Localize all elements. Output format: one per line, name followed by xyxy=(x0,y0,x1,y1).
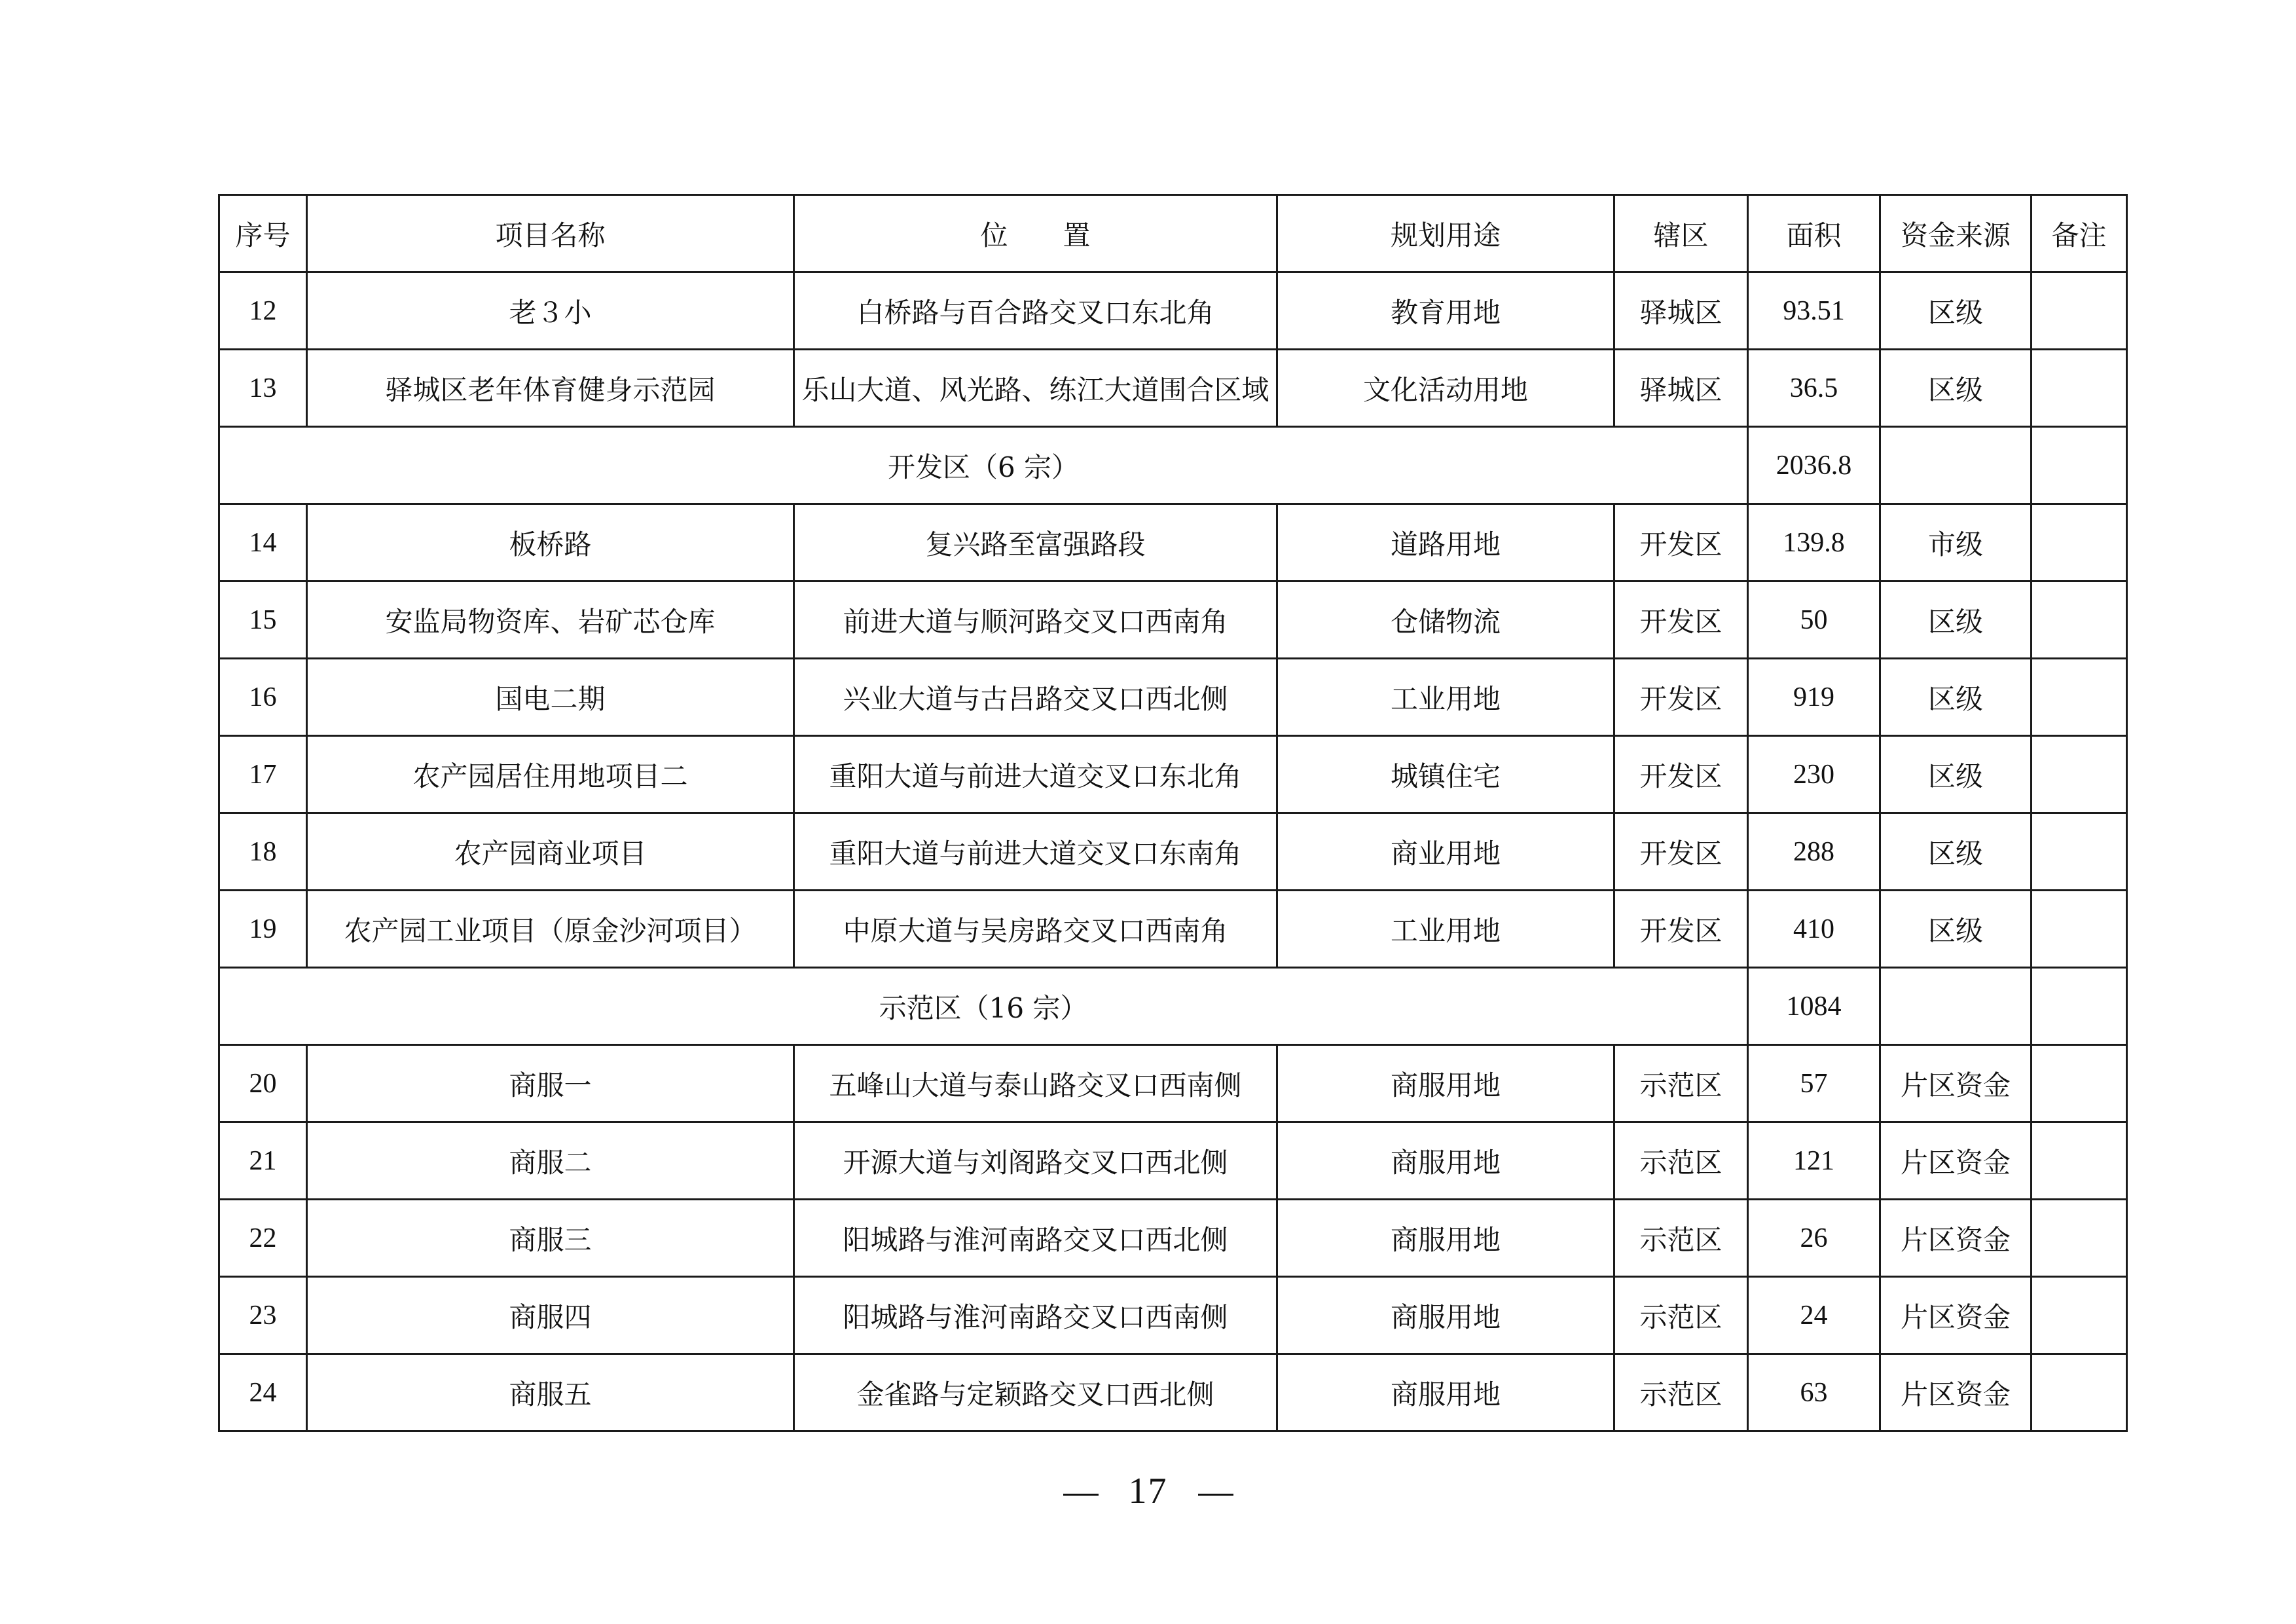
cell-location: 金雀路与定颖路交叉口西北侧 xyxy=(794,1354,1277,1431)
cell-planned-use: 商服用地 xyxy=(1277,1045,1614,1122)
cell-project-name: 国电二期 xyxy=(307,659,794,736)
table-body xyxy=(219,272,2127,1431)
table-row xyxy=(219,1354,2127,1431)
cell-area: 63 xyxy=(1748,1354,1880,1431)
cell-remarks xyxy=(2032,1200,2127,1277)
table-row xyxy=(219,504,2127,581)
table-row xyxy=(219,1200,2127,1277)
cell-fund-source: 区级 xyxy=(1880,272,2032,350)
cell-district: 示范区 xyxy=(1614,1122,1748,1200)
cell-planned-use: 工业用地 xyxy=(1277,891,1614,968)
header-fund-source: 资金来源 xyxy=(1880,195,2032,272)
cell-serial-number: 21 xyxy=(219,1122,307,1200)
cell-location: 重阳大道与前进大道交叉口东南角 xyxy=(794,813,1277,891)
cell-serial-number: 24 xyxy=(219,1354,307,1431)
cell-remarks xyxy=(2032,1122,2127,1200)
cell-district: 示范区 xyxy=(1614,1354,1748,1431)
header-district: 辖区 xyxy=(1614,195,1748,272)
cell-remarks xyxy=(2032,272,2127,350)
cell-serial-number: 17 xyxy=(219,736,307,813)
cell-district: 示范区 xyxy=(1614,1277,1748,1354)
cell-district: 开发区 xyxy=(1614,891,1748,968)
header-project-name: 项目名称 xyxy=(307,195,794,272)
table-row xyxy=(219,350,2127,427)
cell-serial-number: 12 xyxy=(219,272,307,350)
cell-serial-number: 14 xyxy=(219,504,307,581)
cell-remarks xyxy=(2032,581,2127,659)
table-row xyxy=(219,581,2127,659)
footer-left-dash xyxy=(1063,1494,1099,1496)
cell-serial-number: 16 xyxy=(219,659,307,736)
cell-location: 重阳大道与前进大道交叉口东北角 xyxy=(794,736,1277,813)
cell-area: 121 xyxy=(1748,1122,1880,1200)
land-project-table xyxy=(218,194,2128,1432)
header-location: 位 置 xyxy=(794,195,1277,272)
table-row xyxy=(219,813,2127,891)
cell-area: 410 xyxy=(1748,891,1880,968)
cell-fund-source xyxy=(1880,427,2032,504)
page-footer xyxy=(0,1470,2296,1512)
cell-fund-source: 区级 xyxy=(1880,581,2032,659)
cell-location: 阳城路与淮河南路交叉口西北侧 xyxy=(794,1200,1277,1277)
cell-area: 50 xyxy=(1748,581,1880,659)
cell-planned-use: 道路用地 xyxy=(1277,504,1614,581)
cell-fund-source: 区级 xyxy=(1880,350,2032,427)
cell-fund-source xyxy=(1880,968,2032,1045)
cell-district: 驿城区 xyxy=(1614,272,1748,350)
cell-district: 开发区 xyxy=(1614,581,1748,659)
header-serial-number: 序号 xyxy=(219,195,307,272)
cell-area: 139.8 xyxy=(1748,504,1880,581)
cell-district: 驿城区 xyxy=(1614,350,1748,427)
cell-location: 阳城路与淮河南路交叉口西南侧 xyxy=(794,1277,1277,1354)
cell-project-name: 商服二 xyxy=(307,1122,794,1200)
cell-project-name: 商服一 xyxy=(307,1045,794,1122)
cell-area: 24 xyxy=(1748,1277,1880,1354)
table-row xyxy=(219,1045,2127,1122)
header-remarks: 备注 xyxy=(2032,195,2127,272)
cell-area: 93.51 xyxy=(1748,272,1880,350)
cell-fund-source: 市级 xyxy=(1880,504,2032,581)
cell-location: 开源大道与刘阁路交叉口西北侧 xyxy=(794,1122,1277,1200)
cell-project-name: 商服三 xyxy=(307,1200,794,1277)
cell-location: 白桥路与百合路交叉口东北角 xyxy=(794,272,1277,350)
cell-fund-source: 片区资金 xyxy=(1880,1354,2032,1431)
cell-location: 前进大道与顺河路交叉口西南角 xyxy=(794,581,1277,659)
cell-project-name: 商服四 xyxy=(307,1277,794,1354)
cell-location: 乐山大道、风光路、练江大道围合区域 xyxy=(794,350,1277,427)
cell-district: 开发区 xyxy=(1614,736,1748,813)
page-number: 17 xyxy=(1128,1471,1168,1511)
cell-fund-source: 片区资金 xyxy=(1880,1122,2032,1200)
header-area: 面积 xyxy=(1748,195,1880,272)
group-area-total: 1084 xyxy=(1748,968,1880,1045)
cell-project-name: 老３小 xyxy=(307,272,794,350)
cell-fund-source: 片区资金 xyxy=(1880,1277,2032,1354)
group-label: 开发区（6 宗） xyxy=(219,427,1748,504)
cell-fund-source: 片区资金 xyxy=(1880,1045,2032,1122)
cell-fund-source: 区级 xyxy=(1880,813,2032,891)
cell-serial-number: 19 xyxy=(219,891,307,968)
cell-remarks xyxy=(2032,659,2127,736)
cell-fund-source: 区级 xyxy=(1880,891,2032,968)
cell-district: 开发区 xyxy=(1614,659,1748,736)
cell-area: 919 xyxy=(1748,659,1880,736)
cell-area: 230 xyxy=(1748,736,1880,813)
cell-remarks xyxy=(2032,1277,2127,1354)
cell-district: 示范区 xyxy=(1614,1045,1748,1122)
cell-planned-use: 教育用地 xyxy=(1277,272,1614,350)
header-planned-use: 规划用途 xyxy=(1277,195,1614,272)
group-subtotal-row xyxy=(219,427,2127,504)
cell-remarks xyxy=(2032,1045,2127,1122)
group-label: 示范区（16 宗） xyxy=(219,968,1748,1045)
cell-remarks xyxy=(2032,813,2127,891)
cell-remarks xyxy=(2032,968,2127,1045)
cell-remarks xyxy=(2032,1354,2127,1431)
cell-serial-number: 22 xyxy=(219,1200,307,1277)
cell-location: 复兴路至富强路段 xyxy=(794,504,1277,581)
cell-planned-use: 城镇住宅 xyxy=(1277,736,1614,813)
cell-project-name: 驿城区老年体育健身示范园 xyxy=(307,350,794,427)
cell-project-name: 商服五 xyxy=(307,1354,794,1431)
footer-right-dash xyxy=(1198,1494,1233,1496)
group-area-total: 2036.8 xyxy=(1748,427,1880,504)
cell-remarks xyxy=(2032,427,2127,504)
table-row xyxy=(219,272,2127,350)
cell-remarks xyxy=(2032,350,2127,427)
cell-location: 五峰山大道与泰山路交叉口西南侧 xyxy=(794,1045,1277,1122)
cell-planned-use: 文化活动用地 xyxy=(1277,350,1614,427)
table-row xyxy=(219,891,2127,968)
cell-district: 开发区 xyxy=(1614,813,1748,891)
cell-serial-number: 13 xyxy=(219,350,307,427)
table-row xyxy=(219,659,2127,736)
cell-fund-source: 区级 xyxy=(1880,659,2032,736)
cell-fund-source: 片区资金 xyxy=(1880,1200,2032,1277)
cell-serial-number: 23 xyxy=(219,1277,307,1354)
cell-planned-use: 商业用地 xyxy=(1277,813,1614,891)
cell-project-name: 板桥路 xyxy=(307,504,794,581)
cell-project-name: 农产园工业项目（原金沙河项目） xyxy=(307,891,794,968)
cell-location: 兴业大道与古吕路交叉口西北侧 xyxy=(794,659,1277,736)
cell-location: 中原大道与吴房路交叉口西南角 xyxy=(794,891,1277,968)
cell-serial-number: 15 xyxy=(219,581,307,659)
group-subtotal-row xyxy=(219,968,2127,1045)
table-row xyxy=(219,736,2127,813)
cell-area: 288 xyxy=(1748,813,1880,891)
cell-planned-use: 商服用地 xyxy=(1277,1200,1614,1277)
cell-area: 57 xyxy=(1748,1045,1880,1122)
cell-area: 26 xyxy=(1748,1200,1880,1277)
cell-serial-number: 18 xyxy=(219,813,307,891)
cell-planned-use: 仓储物流 xyxy=(1277,581,1614,659)
cell-district: 开发区 xyxy=(1614,504,1748,581)
cell-remarks xyxy=(2032,504,2127,581)
cell-project-name: 农产园商业项目 xyxy=(307,813,794,891)
table-row xyxy=(219,1122,2127,1200)
cell-planned-use: 工业用地 xyxy=(1277,659,1614,736)
cell-planned-use: 商服用地 xyxy=(1277,1354,1614,1431)
cell-fund-source: 区级 xyxy=(1880,736,2032,813)
cell-project-name: 安监局物资库、岩矿芯仓库 xyxy=(307,581,794,659)
cell-planned-use: 商服用地 xyxy=(1277,1122,1614,1200)
cell-project-name: 农产园居住用地项目二 xyxy=(307,736,794,813)
cell-area: 36.5 xyxy=(1748,350,1880,427)
table-row xyxy=(219,1277,2127,1354)
cell-planned-use: 商服用地 xyxy=(1277,1277,1614,1354)
table-header-row xyxy=(219,195,2127,272)
cell-remarks xyxy=(2032,891,2127,968)
cell-district: 示范区 xyxy=(1614,1200,1748,1277)
cell-remarks xyxy=(2032,736,2127,813)
cell-serial-number: 20 xyxy=(219,1045,307,1122)
